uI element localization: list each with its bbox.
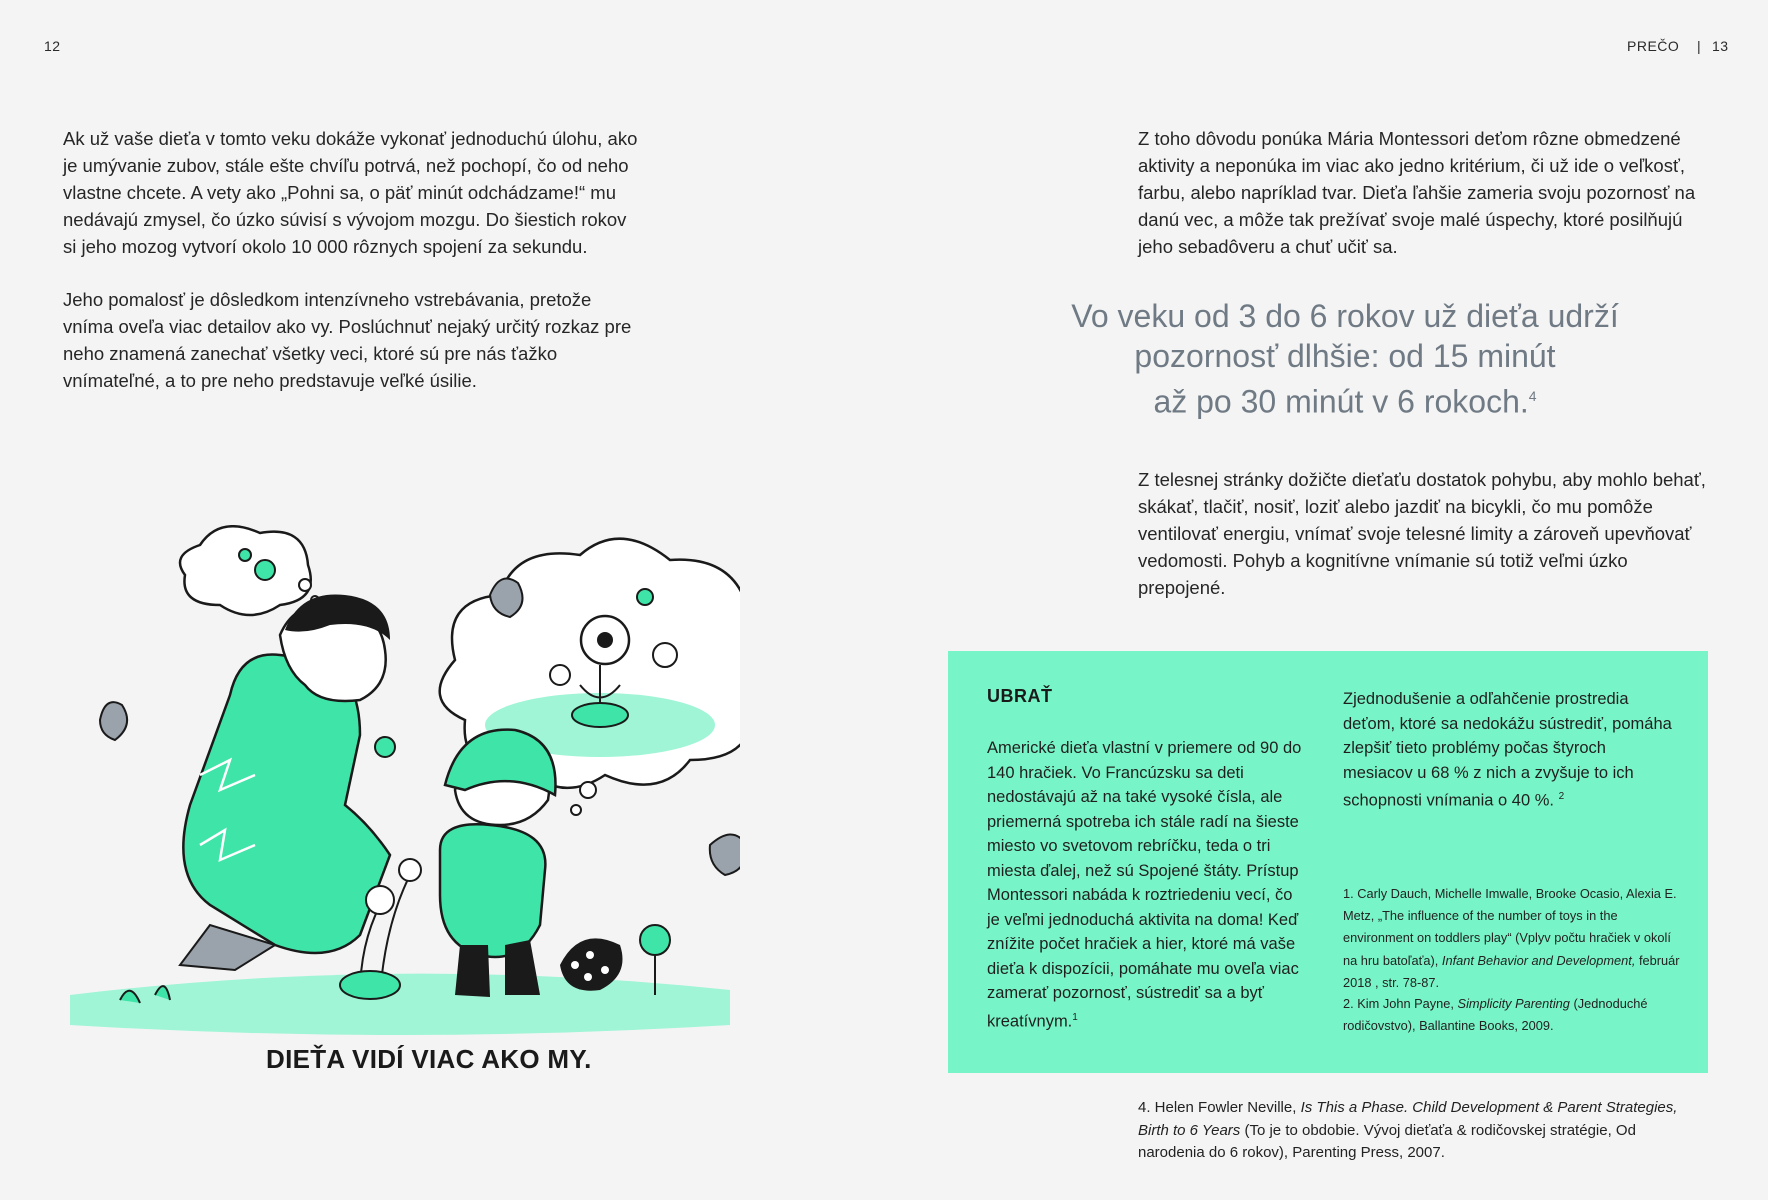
dream-butterfly [637, 589, 653, 605]
box-note-2: 2. Kim John Payne, Simplicity Parenting (Jednoduché rodičovstvo), Ballantine Books, 2009. [1343, 996, 1648, 1034]
garden-flower-3 [640, 925, 670, 955]
pull-quote-line-2: pozornosť dlhšie: od 15 minút [1134, 338, 1556, 374]
pull-quote-line-3: až po 30 minút v 6 rokoch.$^4$ [1153, 383, 1537, 420]
box-heading: UBRAŤ [987, 686, 1053, 706]
pull-quote [1040, 296, 1650, 422]
children-in-garden-illustration [60, 525, 740, 1035]
running-header-section: PREČO [1627, 38, 1680, 54]
illustration-caption: DIEŤA VIDÍ VIAC AKO MY. [266, 1044, 592, 1074]
garden-flower-2 [399, 859, 421, 881]
pull-quote-reference: 4 [1528, 388, 1537, 404]
leaf-3 [710, 834, 740, 875]
pull-quote-line-1: Vo veku od 3 do 6 rokov už dieťa udrží [1071, 298, 1619, 334]
box-column-1-reference: 1 [1072, 1011, 1078, 1023]
left-page-number: 12 [44, 38, 61, 54]
leaf-1 [100, 702, 127, 740]
right-paragraph-2: Z telesnej stránky dožičte dieťaťu dostatok pohybu, aby mohlo behať, skákať, tlačiť, nosiť, loziť alebo jazdiť na bicykli, čo mu pomôže ventilovať energiu, vnímať svoje telesné limity a zároveň upevňovať vedomosti. Pohyb a kognitívne vnímanie sú totiž veľmi úzko prepojené. [1138, 469, 1706, 598]
box-note-1: 1. Carly Dauch, Michelle Imwalle, Brooke Ocasio, Alexia E. Metz, „The influence of the number of toys in the environment on toddlers play“ (Vplyv počtu hračiek v okolí na hru batoľaťa), Infant Behavior and Development, február 2018 , str. 78-87. [1343, 886, 1680, 990]
header-separator: | [1697, 38, 1702, 54]
left-paragraph-2: Jeho pomalosť je dôsledkom intenzívneho vstrebávania, pretože vníma oveľa viac detailov ako vy. Poslúchnuť nejaký určitý rozkaz pre neho znamená zanechať všetky veci, ktoré sú pre nás ťažko vnímateľné, a to pre neho predstavuje veľké úsilie. [63, 289, 632, 391]
footnote-4: 4. Helen Fowler Neville, Is This a Phase. Child Development & Parent Strategies, Birth to 6 Years (To je to obdobie. Vývoj dieťaťa & rodičovskej stratégie, Od narodenia do 6 rokov), Parenting Press, 2007. [1138, 1099, 1678, 1161]
garden-butterfly [375, 737, 395, 757]
box-column-2-text: Zjednodušenie a odľahčenie prostredia deťom, ktoré sa nedokážu sústrediť, pomáha zlepšiť tieto problémy počas štyroch mesiacov u 68 % z nich a zvyšuje to ich schopnosti vnímania o 40 %. $^2$ [1343, 690, 1672, 810]
garden-flower-1 [366, 886, 394, 914]
child-body [440, 824, 545, 957]
right-paragraph-1: Z toho dôvodu ponúka Mária Montessori deťom rôzne obmedzené aktivity a neponúka im viac ako jedno kritérium, či už ide o veľkosť, farbu, alebo napríklad tvar. Dieťa ľahšie zameria svoju pozornosť na danú vec, a môže tak prežívať svoje malé úspechy, ktoré posilňujú jeho sebadôveru a chuť učiť sa. [1138, 128, 1696, 257]
dream-flower [653, 643, 677, 667]
box-column-2-reference: 2 [1558, 791, 1565, 802]
right-page-number: 13 [1712, 38, 1729, 54]
left-paragraph-1: Ak už vaše dieťa v tomto veku dokáže vykonať jednoduchú úlohu, ako je umývanie zubov, stále ešte chvíľu potrvá, než pochopí, čo od neho vlastne chcete. A vety ako „Pohni sa, o päť minút odchádzame!“ mu nedávajú zmysel, čo úzko súvisí s vývojom mozgu. Do šiestich rokov si jeho mozog vytvorí okolo 10 000 rôznych spojení za sekundu. [63, 128, 638, 257]
small-thought-cloud [180, 526, 311, 615]
box-column-1-text: Americké dieťa vlastní v priemere od 90 do 140 hračiek. Vo Francúzsku sa deti nedostávajú až na také vysoké čísla, ale priemerná spotreba ich stále radí na šieste miesto vo svetovom rebríčku, teda o tri miesta ďalej, než sú Spojené štáty. Prístup Montessori nabáda k roztriedeniu vecí, čo je veľmi jednoduchá aktivita na doma! Keď znížite počet hračiek a hier, ktoré má vaše dieťa k dispozícii, pomáhate mu oveľa viac zamerať pozornosť, sústrediť sa a byť kreatívnym.$^1$ [987, 739, 1302, 1030]
